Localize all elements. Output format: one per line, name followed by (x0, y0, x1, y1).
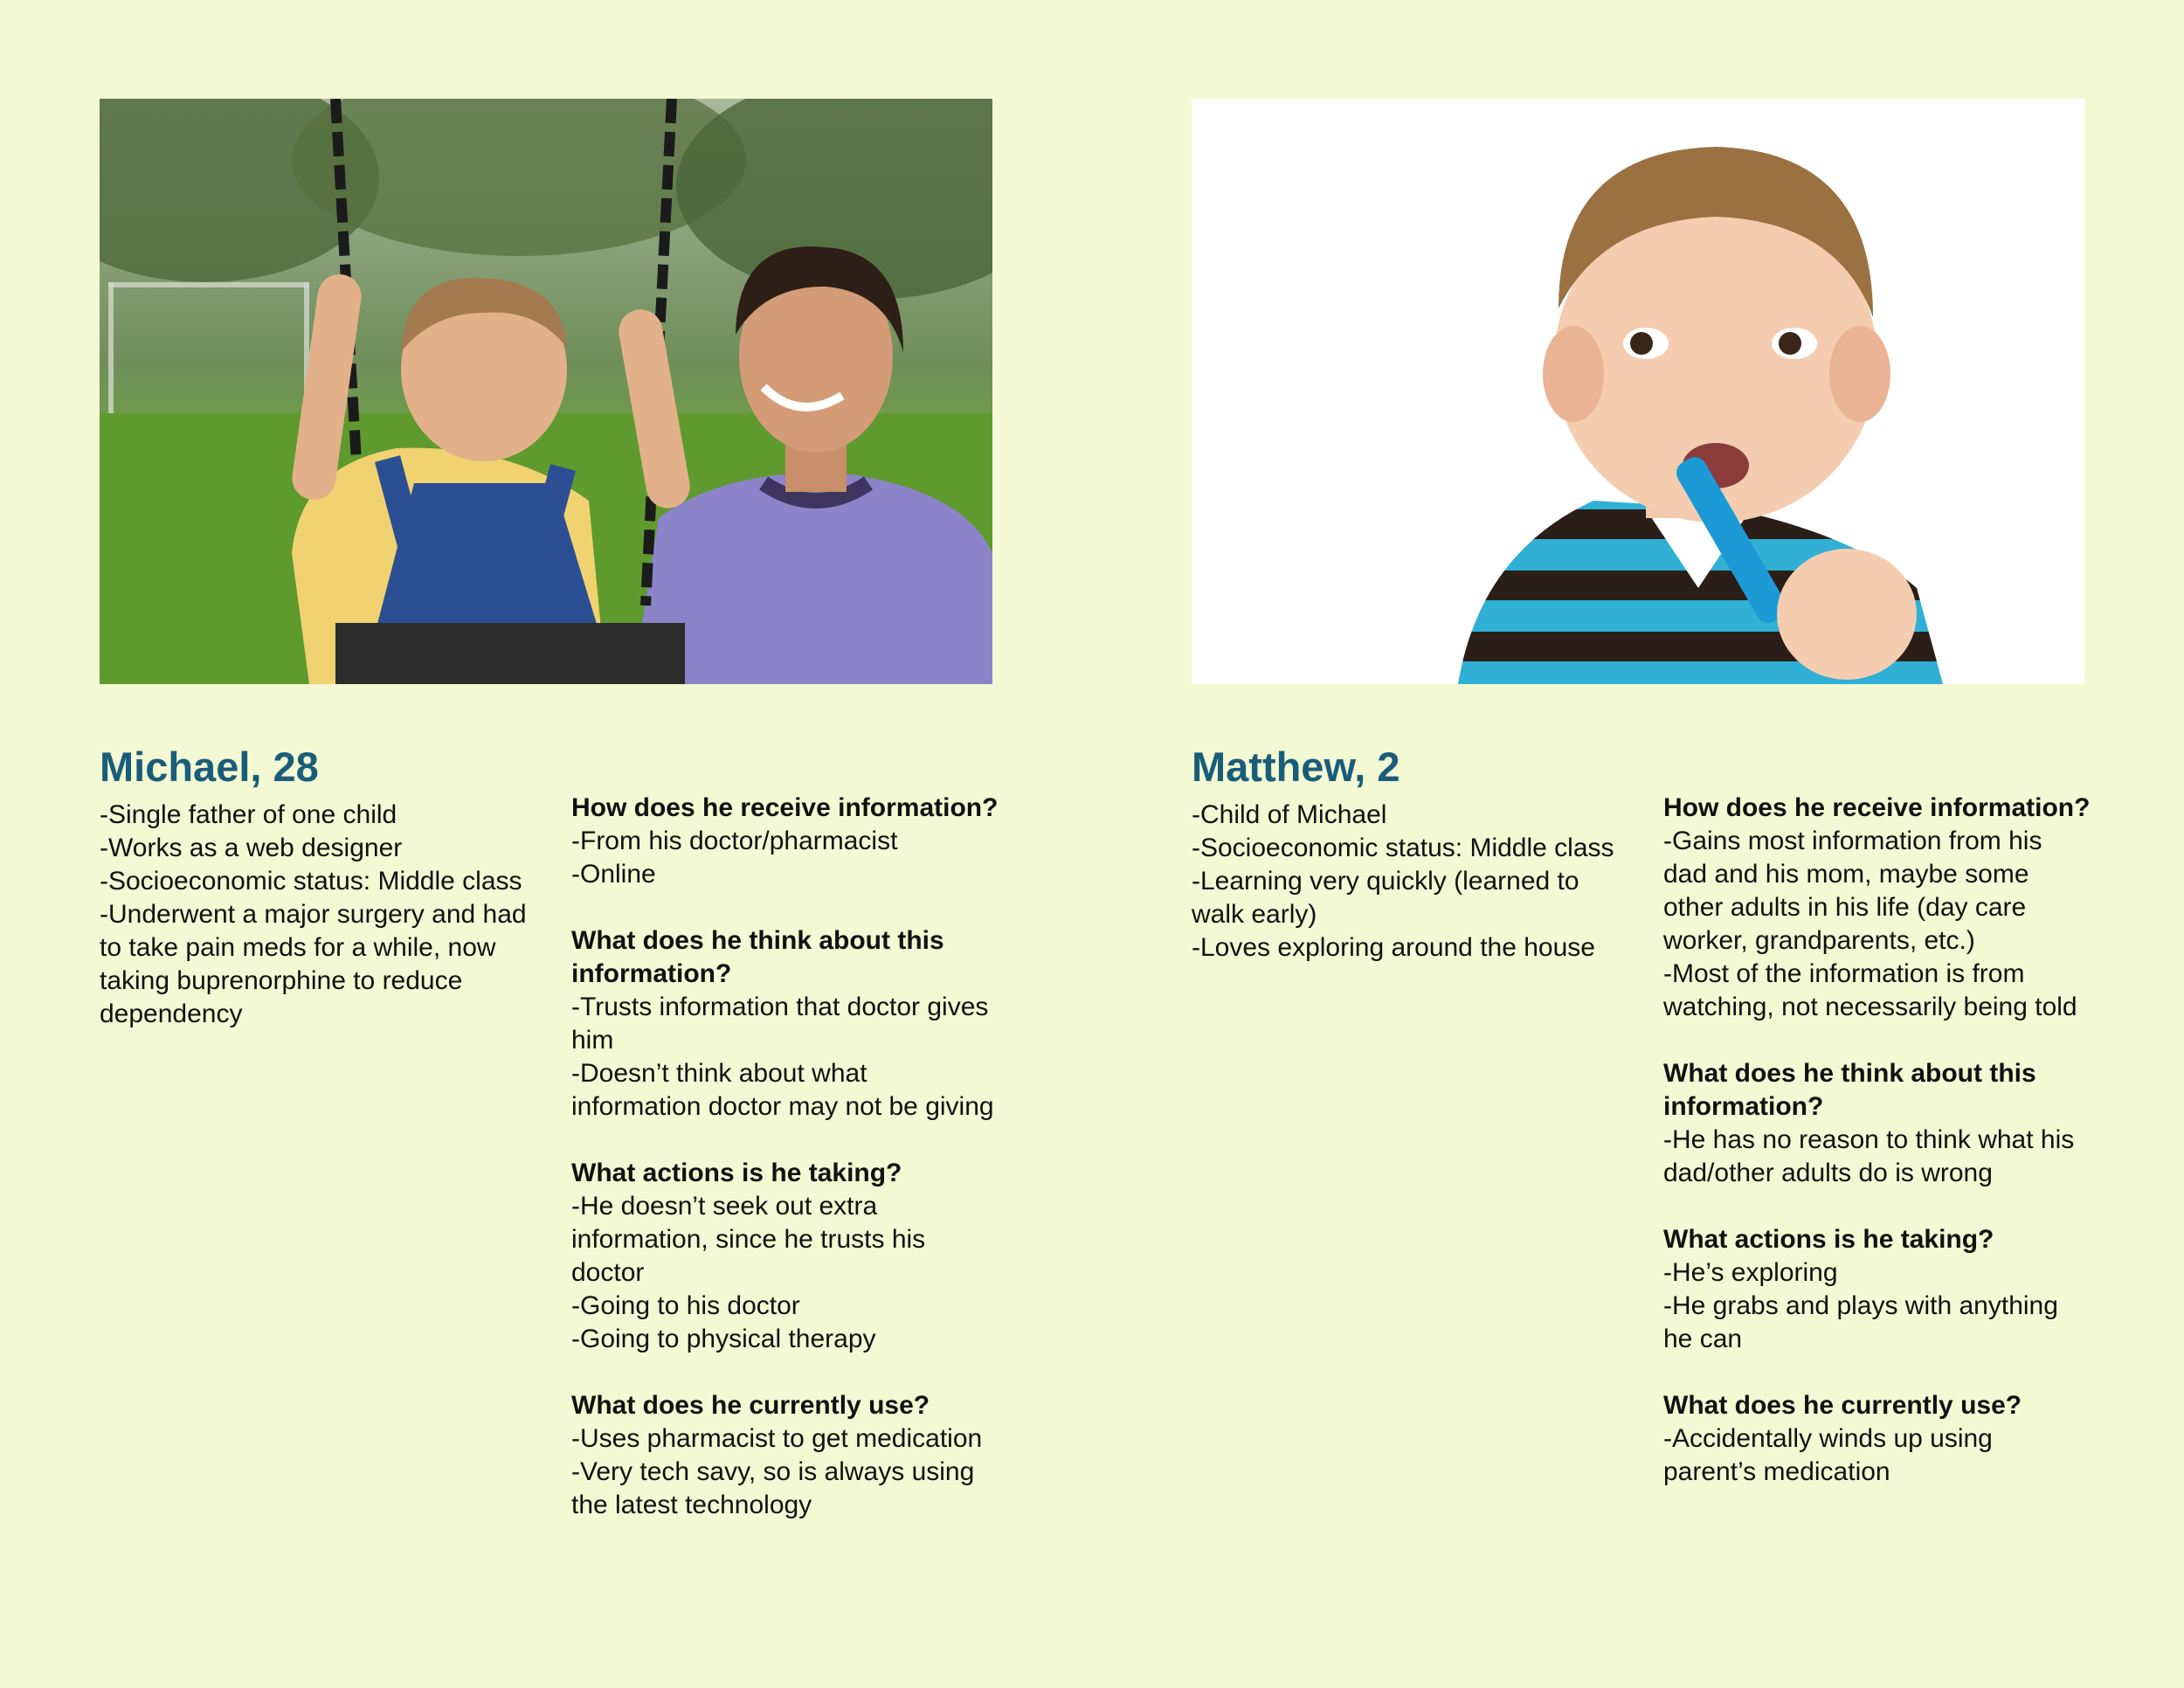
qa-answer: -Most of the information is from watching, not necessarily being told (1663, 959, 2077, 1021)
qa-question: What does he think about this information? (571, 926, 944, 988)
persona-card-michael (100, 99, 999, 1519)
persona-card-matthew (1192, 99, 2091, 1486)
persona-name: Michael, 28 (100, 744, 319, 790)
qa-section (571, 792, 999, 891)
qa-question: What actions is he taking? (1663, 1225, 1994, 1254)
qa-section (571, 1157, 999, 1356)
qa-question: What does he currently use? (1663, 1391, 2022, 1420)
qa-answer: -He’s exploring (1663, 1258, 1838, 1287)
persona-qa (571, 792, 999, 1555)
qa-answer: -Very tech savy, so is always using the latest technology (571, 1457, 975, 1519)
bio-line: -Works as a web designer (100, 834, 403, 862)
qa-answer: -Going to his doctor (571, 1291, 800, 1320)
qa-section (571, 924, 999, 1124)
qa-answer: -He doesn’t seek out extra information, since he trusts his doctor (571, 1192, 926, 1287)
persona-name: Matthew, 2 (1192, 744, 1400, 790)
bio-line: -Underwent a major surgery and had to take pain meds for a while, now taking buprenorphine to reduce dependency (100, 900, 527, 1028)
qa-section (571, 1389, 999, 1522)
qa-question: How does he receive information? (571, 793, 999, 822)
persona-bio (100, 799, 536, 1031)
qa-answer: -Trusts information that doctor gives him (571, 993, 989, 1055)
bio-line: -Single father of one child (100, 800, 397, 829)
qa-answer: -He grabs and plays with anything he can (1663, 1291, 2058, 1353)
bio-line: -Socioeconomic status: Middle class (1192, 834, 1614, 862)
bio-line: -Loves exploring around the house (1192, 933, 1595, 962)
qa-question: What does he currently use? (571, 1391, 930, 1420)
qa-answer: -Going to physical therapy (571, 1325, 876, 1353)
bio-line: -Socioeconomic status: Middle class (100, 867, 522, 896)
qa-answer: -Online (571, 860, 656, 889)
toddler-chewing-toothbrush-photo (1192, 99, 2084, 684)
qa-answer: -Accidentally winds up using parent’s medication (1663, 1424, 1993, 1486)
qa-section (1663, 1389, 2091, 1489)
father-and-son-on-swing-photo (100, 99, 992, 684)
qa-answer: -Gains most information from his dad and his mom, maybe some other adults in his life (day care worker, grandparents, etc.) (1663, 827, 2042, 955)
bio-line: -Learning very quickly (learned to walk early) (1192, 867, 1579, 929)
qa-section (1663, 1223, 2091, 1356)
persona-bio (1192, 799, 1628, 965)
qa-question: How does he receive information? (1663, 793, 2091, 822)
qa-answer: -From his doctor/pharmacist (571, 827, 898, 855)
qa-answer: -Uses pharmacist to get medication (571, 1424, 983, 1453)
bio-line: -Child of Michael (1192, 800, 1387, 829)
qa-section (1663, 792, 2091, 1024)
qa-answer: -Doesn’t think about what information doctor may not be giving (571, 1059, 994, 1121)
qa-section (1663, 1057, 2091, 1190)
qa-answer: -He has no reason to think what his dad/other adults do is wrong (1663, 1125, 2075, 1187)
persona-qa (1663, 792, 2091, 1522)
qa-question: What actions is he taking? (571, 1159, 902, 1187)
qa-question: What does he think about this information? (1663, 1059, 2036, 1121)
